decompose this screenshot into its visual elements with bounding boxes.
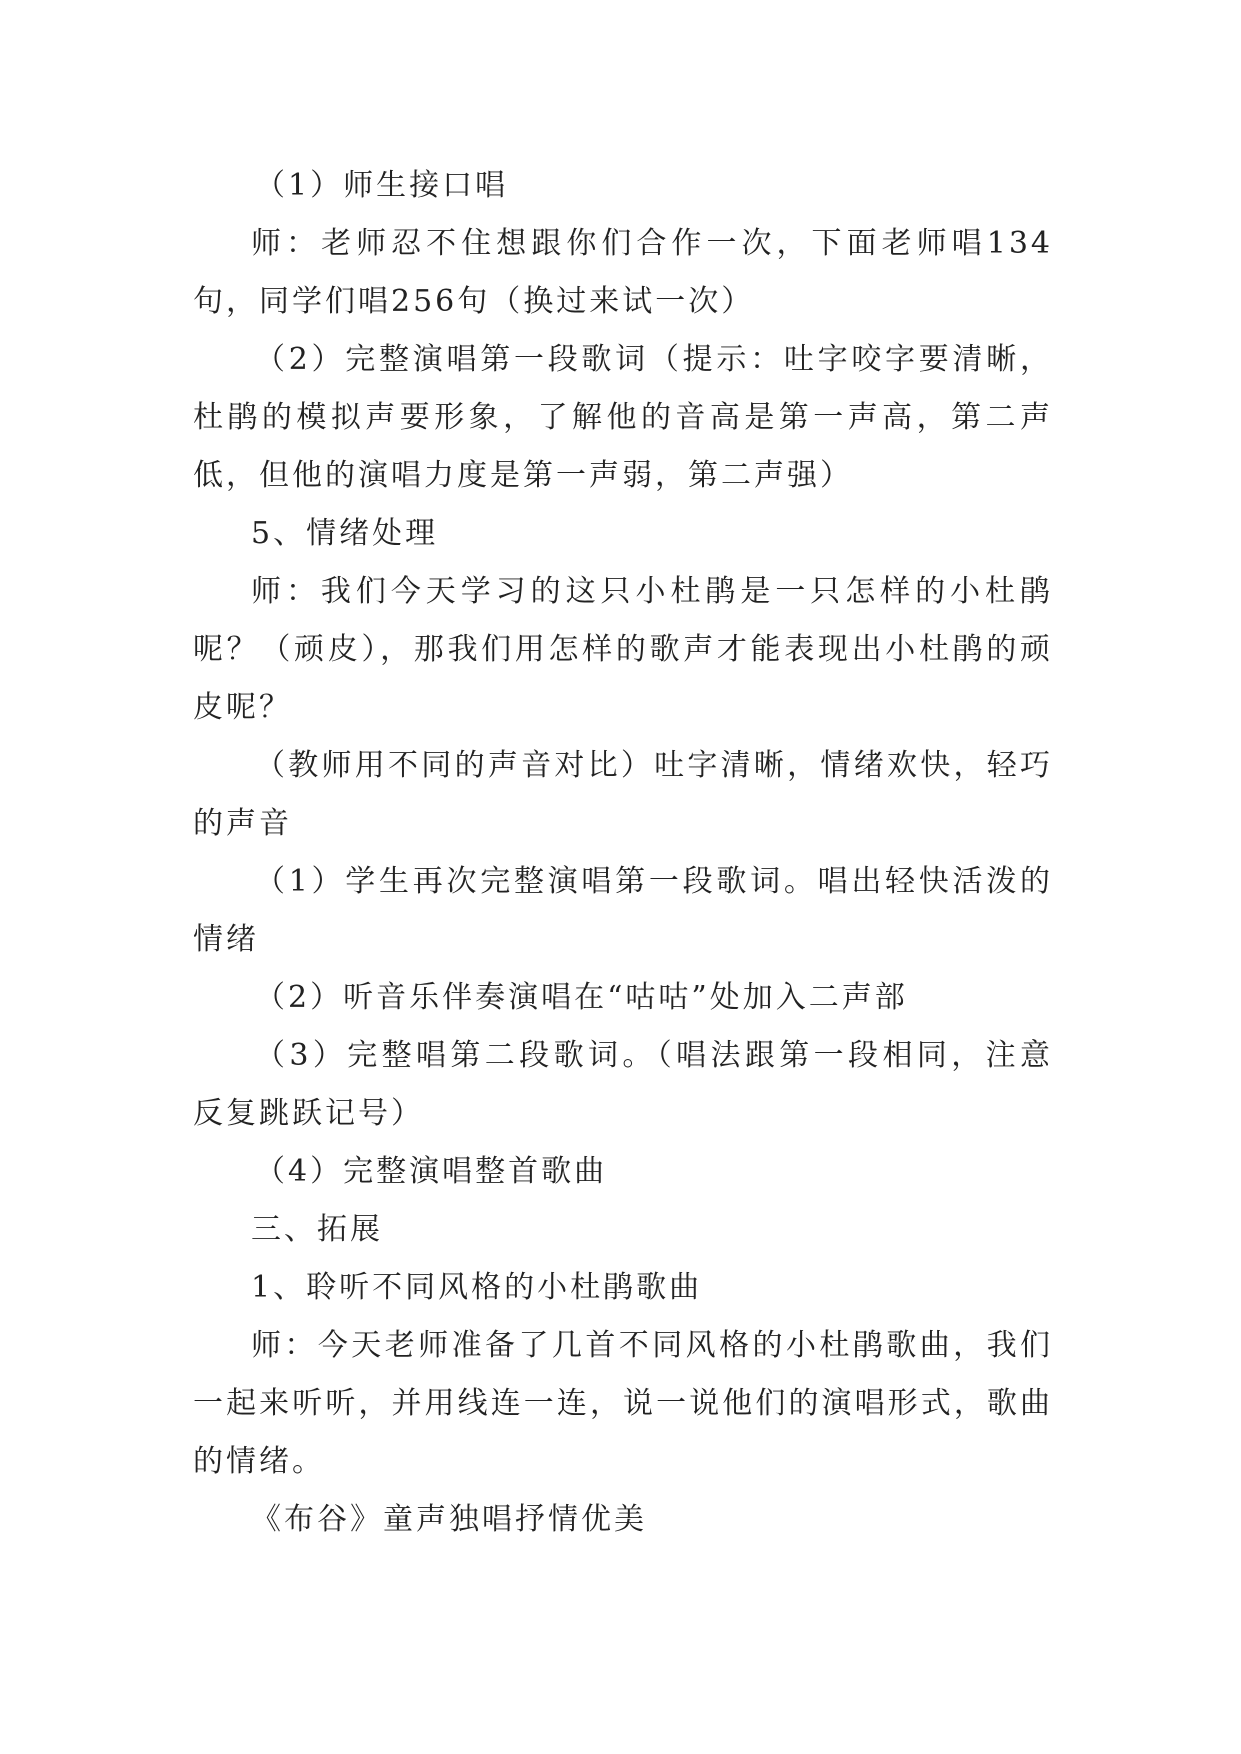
paragraph-9: （3）完整唱第二段歌词。（唱法跟第一段相同，注意反复跳跃记号） — [193, 1038, 1053, 1131]
document-body — [193, 157, 1053, 1549]
paragraph-1: （1）师生接口唱 — [255, 168, 509, 203]
paragraph-7: （1）学生再次完整演唱第一段歌词。唱出轻快活泼的情绪 — [193, 864, 1053, 957]
subsection-heading-listening: 1、聆听不同风格的小杜鹃歌曲 — [251, 1270, 703, 1305]
paragraph-13: 师：今天老师准备了几首不同风格的小杜鹃歌曲，我们一起来听听，并用线连一连，说一说他们的演唱形式，歌曲的情绪。 — [193, 1328, 1053, 1479]
paragraph-8: （2）听音乐伴奏演唱在“咕咕”处加入二声部 — [255, 980, 908, 1015]
paragraph-10: （4）完整演唱整首歌曲 — [255, 1154, 608, 1189]
paragraph-5: 师：我们今天学习的这只小杜鹃是一只怎样的小杜鹃呢？（顽皮），那我们用怎样的歌声才能表现出小杜鹃的顽皮呢？ — [193, 574, 1053, 725]
paragraph-3: （2）完整演唱第一段歌词（提示：吐字咬字要清晰，杜鹃的模拟声要形象，了解他的音高是第一声高，第二声低，但他的演唱力度是第一声弱，第二声强） — [193, 342, 1053, 493]
section-heading-extension: 三、拓展 — [251, 1212, 383, 1247]
paragraph-14: 《布谷》童声独唱抒情优美 — [251, 1502, 647, 1537]
section-heading-emotion: 5、情绪处理 — [251, 516, 439, 551]
paragraph-6: （教师用不同的声音对比）吐字清晰，情绪欢快，轻巧的声音 — [193, 748, 1053, 841]
paragraph-2: 师：老师忍不住想跟你们合作一次，下面老师唱134句，同学们唱256句（换过来试一次） — [193, 226, 1053, 319]
